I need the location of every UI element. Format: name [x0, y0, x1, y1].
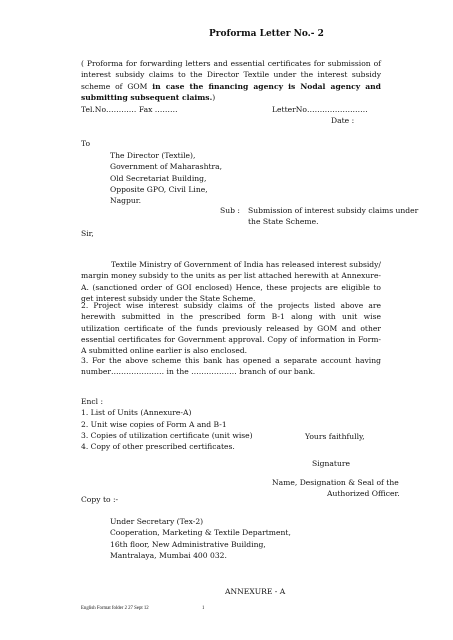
paragraph-2: 2. Project wise interest subsidy claims of the projects listed above are herewith submitted in the prescribed form B-1 along with unit wise utilization certificate of the funds previously released by GOM and other essential certificates for Government approval. Copy of information in Form-A submitted online earlier is also enclosed. — [81, 301, 381, 356]
yours-faithfully: Yours faithfully, — [305, 432, 365, 441]
date-label: Date : — [331, 116, 355, 125]
salutation: Sir, — [81, 229, 94, 238]
intro-bold-text: in case the financing agency is Nodal agency and submitting subsequent claims. — [81, 81, 381, 102]
enclosure-item: 3. Copies of utilization certificate (unit wise) — [81, 430, 253, 440]
copy-to-label: Copy to :- — [81, 495, 119, 504]
paragraph-1-text: Textile Ministry of Government of India has released interest subsidy/ margin money subsidy to the units as per list attached herewith at Annexure-A. (sanctioned order of GOI enclosed) Hence, these projects are eligible to get interest subsidy under the State Scheme. — [81, 260, 381, 303]
enclosure-item: 1. List of Units (Annexure-A) — [81, 408, 192, 418]
enclosure-item: 2. Unit wise copies of Form A and B-1 — [81, 419, 227, 429]
subject-line-1: Submission of interest subsidy claims under — [248, 206, 419, 215]
intro-end-text: ) — [212, 92, 216, 102]
copy-address-line: Under Secretary (Tex-2) — [110, 517, 204, 526]
footer-text: English Format folder 2 27 Sept 12 — [81, 606, 149, 611]
address-line: Government of Maharashtra, — [110, 162, 223, 172]
tel-fax-line: Tel.No………… Fax ……… — [81, 105, 178, 114]
address-line: The Director (Textile), — [110, 151, 196, 160]
copy-address-line: Mantralaya, Mumbai 400 032. — [110, 550, 227, 560]
address-line: Nagpur. — [110, 196, 141, 206]
annexure-heading: ANNEXURE - A — [225, 587, 286, 596]
copy-address-line: Cooperation, Marketing & Textile Department, — [110, 528, 291, 538]
name-designation-line: Name, Designation & Seal of the — [272, 478, 399, 487]
recipient-address — [110, 150, 222, 206]
enclosure-item: 4. Copy of other prescribed certificates. — [81, 442, 235, 452]
paragraph-3: 3. For the above scheme this bank has opened a separate account having number………………… in the ……………… branch of our bank. — [81, 356, 381, 377]
to-label: To — [81, 139, 91, 148]
paragraph-1 — [81, 259, 381, 304]
address-line: Opposite GPO, Civil Line, — [110, 184, 208, 194]
authorized-officer: Authorized Officer. — [327, 489, 400, 498]
signature-label: Signature — [312, 459, 350, 468]
copy-address-line: 16th floor, New Administrative Building, — [110, 539, 266, 549]
enclosures-list — [81, 396, 253, 452]
letter-number: LetterNo…………………… — [272, 105, 368, 114]
subject-line-2: the State Scheme. — [248, 217, 319, 226]
subject-label: Sub : — [220, 206, 240, 215]
copy-to-address — [110, 516, 291, 561]
intro-normal-text: ( Proforma for forwarding letters and essential certificates for submission of interest subsidy claims to the Director Textile under the interest subsidy scheme of GOM — [81, 59, 381, 91]
letter-title: Proforma Letter No.- 2 — [209, 29, 324, 39]
address-line: Old Secretariat Building, — [110, 173, 207, 183]
page-number: 1 — [202, 606, 205, 611]
enclosures-label: Encl : — [81, 397, 104, 406]
intro-paragraph — [81, 58, 381, 103]
